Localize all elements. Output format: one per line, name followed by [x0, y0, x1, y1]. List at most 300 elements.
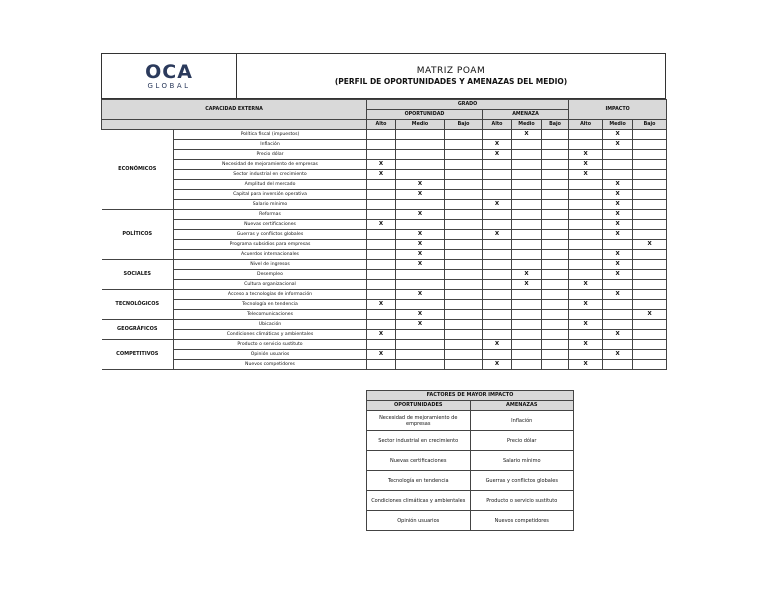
amenaza-alto-cell — [483, 160, 512, 170]
impacto-alto-cell: X — [569, 170, 603, 180]
impacto-alto-cell — [569, 130, 603, 140]
oportunidad-bajo-cell — [445, 220, 483, 230]
amenaza-bajo-cell — [542, 240, 569, 250]
factor-label: Sector industrial en crecimiento — [174, 170, 367, 180]
oportunidad-bajo-cell — [445, 330, 483, 340]
oportunidad-bajo-cell — [445, 130, 483, 140]
table-row — [102, 290, 667, 300]
table-row — [367, 411, 574, 431]
oportunidad-bajo-cell — [445, 350, 483, 360]
oportunidad-medio-cell: X — [396, 290, 445, 300]
impacto-medio-cell — [603, 280, 633, 290]
category-label: POLÍTICOS — [102, 210, 174, 260]
factor-label: Salario mínimo — [174, 200, 367, 210]
amenaza-alto-cell — [483, 280, 512, 290]
amenaza-alto-cell — [483, 300, 512, 310]
amenaza-cell: Precio dólar — [470, 431, 574, 451]
impacto-bajo-cell: X — [633, 310, 667, 320]
amenaza-bajo-cell — [542, 350, 569, 360]
amenaza-medio-cell: X — [512, 270, 542, 280]
oportunidad-bajo-cell — [445, 170, 483, 180]
impacto-medio-cell: X — [603, 230, 633, 240]
oportunidad-alto-cell: X — [367, 170, 396, 180]
impacto-alto-cell — [569, 180, 603, 190]
impacto-medio-cell: X — [603, 290, 633, 300]
oportunidad-bajo-cell — [445, 290, 483, 300]
document-header — [101, 53, 666, 99]
impacto-alto-cell: X — [569, 320, 603, 330]
amenaza-medio-cell — [512, 250, 542, 260]
impacto-alto-cell — [569, 350, 603, 360]
factor-label: Inflación — [174, 140, 367, 150]
amenaza-alto-cell: X — [483, 150, 512, 160]
oportunidad-medio-cell: X — [396, 250, 445, 260]
impacto-medio-cell: X — [603, 130, 633, 140]
factor-label: Programa subsidios para empresas — [174, 240, 367, 250]
category-label: ECONÓMICOS — [102, 130, 174, 210]
oportunidad-medio-cell: X — [396, 230, 445, 240]
factor-label: Condiciones climáticas y ambientales — [174, 330, 367, 340]
table-row — [102, 260, 667, 270]
amenaza-cell: Nuevos competidores — [470, 511, 574, 531]
oportunidad-medio-cell: X — [396, 240, 445, 250]
amenaza-medio-cell — [512, 350, 542, 360]
amenaza-medio-cell — [512, 300, 542, 310]
factor-label: Cultura organizacional — [174, 280, 367, 290]
logo-subtitle: GLOBAL — [147, 81, 191, 90]
impacto-bajo-cell — [633, 350, 667, 360]
impacto-medio-cell: X — [603, 190, 633, 200]
amenaza-cell: Salario mínimo — [470, 451, 574, 471]
table-row — [102, 190, 667, 200]
oportunidad-medio-cell — [396, 270, 445, 280]
oportunidad-cell: Nuevas certificaciones — [367, 451, 471, 471]
impacto-alto-cell — [569, 310, 603, 320]
amenaza-medio-cell — [512, 330, 542, 340]
amenaza-alto-cell — [483, 130, 512, 140]
amenaza-bajo-cell — [542, 210, 569, 220]
am-alto-header: Alto — [483, 120, 512, 130]
oportunidad-medio-cell: X — [396, 310, 445, 320]
im-bajo-header: Bajo — [633, 120, 667, 130]
oportunidad-medio-cell — [396, 150, 445, 160]
oportunidad-cell: Necesidad de mejoramiento de empresas — [367, 411, 471, 431]
amenaza-bajo-cell — [542, 220, 569, 230]
oportunidad-alto-cell: X — [367, 330, 396, 340]
oportunidad-alto-cell: X — [367, 160, 396, 170]
oportunidad-bajo-cell — [445, 230, 483, 240]
table-row — [102, 330, 667, 340]
impacto-medio-cell — [603, 240, 633, 250]
oportunidad-alto-cell — [367, 280, 396, 290]
amenaza-bajo-cell — [542, 300, 569, 310]
impacto-bajo-cell — [633, 340, 667, 350]
table-row — [102, 250, 667, 260]
impact-table-body — [367, 411, 574, 531]
table-row — [102, 200, 667, 210]
oportunidad-medio-cell — [396, 280, 445, 290]
title-box — [237, 54, 665, 98]
amenaza-bajo-cell — [542, 360, 569, 370]
amenaza-cell: Inflación — [470, 411, 574, 431]
op-bajo-header: Bajo — [445, 120, 483, 130]
amenaza-alto-cell — [483, 220, 512, 230]
amenazas-header: AMENAZAS — [470, 401, 574, 411]
amenaza-bajo-cell — [542, 290, 569, 300]
impacto-medio-cell: X — [603, 350, 633, 360]
oportunidad-alto-cell — [367, 320, 396, 330]
amenaza-bajo-cell — [542, 150, 569, 160]
factor-label: Amplitud del mercado — [174, 180, 367, 190]
oportunidad-bajo-cell — [445, 140, 483, 150]
impacto-bajo-cell — [633, 210, 667, 220]
factor-label: Acceso a tecnologías de información — [174, 290, 367, 300]
oportunidad-bajo-cell — [445, 250, 483, 260]
amenaza-bajo-cell — [542, 340, 569, 350]
impacto-medio-cell — [603, 340, 633, 350]
oportunidad-alto-cell — [367, 210, 396, 220]
oportunidad-alto-cell — [367, 310, 396, 320]
amenaza-alto-cell — [483, 250, 512, 260]
impacto-bajo-cell — [633, 250, 667, 260]
impacto-bajo-cell — [633, 290, 667, 300]
amenaza-bajo-cell — [542, 180, 569, 190]
oportunidad-medio-cell — [396, 340, 445, 350]
impacto-medio-cell — [603, 150, 633, 160]
impacto-alto-cell — [569, 230, 603, 240]
amenaza-alto-cell — [483, 240, 512, 250]
oportunidad-cell: Sector industrial en crecimiento — [367, 431, 471, 451]
am-bajo-header: Bajo — [542, 120, 569, 130]
impacto-alto-cell — [569, 220, 603, 230]
impacto-alto-cell — [569, 190, 603, 200]
amenaza-cell: Producto o servicio sustituto — [470, 491, 574, 511]
oportunidad-alto-cell: X — [367, 220, 396, 230]
impacto-medio-cell — [603, 310, 633, 320]
impacto-alto-cell — [569, 140, 603, 150]
impacto-bajo-cell — [633, 330, 667, 340]
table-row — [102, 270, 667, 280]
oportunidad-medio-cell — [396, 140, 445, 150]
table-row — [102, 180, 667, 190]
table-row — [102, 150, 667, 160]
impacto-bajo-cell — [633, 200, 667, 210]
table-row — [367, 451, 574, 471]
impacto-alto-cell — [569, 260, 603, 270]
table-row — [102, 130, 667, 140]
amenaza-medio-cell — [512, 140, 542, 150]
oportunidad-bajo-cell — [445, 360, 483, 370]
amenaza-alto-cell — [483, 180, 512, 190]
oportunidad-header: OPORTUNIDAD — [367, 110, 483, 120]
amenaza-bajo-cell — [542, 140, 569, 150]
impacto-bajo-cell — [633, 320, 667, 330]
category-label: SOCIALES — [102, 260, 174, 290]
impacto-bajo-cell — [633, 190, 667, 200]
oportunidad-bajo-cell — [445, 160, 483, 170]
oportunidad-medio-cell — [396, 350, 445, 360]
impacto-alto-cell: X — [569, 150, 603, 160]
impacto-header: IMPACTO — [569, 100, 667, 120]
oportunidad-medio-cell: X — [396, 320, 445, 330]
oportunidad-bajo-cell — [445, 240, 483, 250]
amenaza-bajo-cell — [542, 260, 569, 270]
amenaza-bajo-cell — [542, 330, 569, 340]
impacto-medio-cell — [603, 160, 633, 170]
impacto-medio-cell: X — [603, 330, 633, 340]
oportunidad-alto-cell — [367, 360, 396, 370]
oportunidad-alto-cell — [367, 200, 396, 210]
oportunidad-alto-cell — [367, 290, 396, 300]
impacto-bajo-cell — [633, 150, 667, 160]
oportunidad-alto-cell — [367, 150, 396, 160]
amenaza-medio-cell — [512, 360, 542, 370]
impacto-medio-cell — [603, 320, 633, 330]
oportunidad-alto-cell — [367, 270, 396, 280]
amenaza-medio-cell — [512, 210, 542, 220]
table-row — [102, 160, 667, 170]
table-row — [102, 140, 667, 150]
amenaza-alto-cell — [483, 190, 512, 200]
oportunidad-medio-cell: X — [396, 260, 445, 270]
impacto-medio-cell — [603, 300, 633, 310]
capacidad-header: CAPACIDAD EXTERNA — [102, 100, 367, 120]
impacto-medio-cell: X — [603, 250, 633, 260]
impacto-medio-cell: X — [603, 180, 633, 190]
impacto-bajo-cell — [633, 180, 667, 190]
table-row — [102, 340, 667, 350]
amenaza-bajo-cell — [542, 310, 569, 320]
factor-label: Nuevas certificaciones — [174, 220, 367, 230]
impacto-medio-cell: X — [603, 220, 633, 230]
factor-label: Tecnología en tendencia — [174, 300, 367, 310]
oportunidad-alto-cell — [367, 240, 396, 250]
impacto-bajo-cell — [633, 130, 667, 140]
amenaza-alto-cell — [483, 330, 512, 340]
oportunidad-bajo-cell — [445, 260, 483, 270]
impacto-medio-cell — [603, 170, 633, 180]
table-row — [367, 491, 574, 511]
factor-label: Capital para inversión operativa — [174, 190, 367, 200]
oportunidad-medio-cell — [396, 330, 445, 340]
category-label: GEOGRÁFICOS — [102, 320, 174, 340]
amenaza-bajo-cell — [542, 270, 569, 280]
amenaza-alto-cell — [483, 310, 512, 320]
factor-label: Acuerdos internacionales — [174, 250, 367, 260]
oportunidad-cell: Condiciones climáticas y ambientales — [367, 491, 471, 511]
amenaza-bajo-cell — [542, 230, 569, 240]
impacto-bajo-cell — [633, 220, 667, 230]
op-medio-header: Medio — [396, 120, 445, 130]
impacto-alto-cell — [569, 250, 603, 260]
factor-label: Ubicación — [174, 320, 367, 330]
oportunidad-cell: Tecnología en tendencia — [367, 471, 471, 491]
table-row — [367, 471, 574, 491]
oportunidad-medio-cell — [396, 300, 445, 310]
impacto-bajo-cell: X — [633, 240, 667, 250]
amenaza-cell: Guerras y conflictos globales — [470, 471, 574, 491]
table-row — [102, 170, 667, 180]
oportunidad-alto-cell — [367, 180, 396, 190]
impacto-alto-cell: X — [569, 360, 603, 370]
oportunidad-bajo-cell — [445, 280, 483, 290]
factor-label: Desempleo — [174, 270, 367, 280]
impacto-medio-cell: X — [603, 140, 633, 150]
factor-label: Guerras y conflictos globales — [174, 230, 367, 240]
impacto-medio-cell: X — [603, 270, 633, 280]
page-title: MATRIZ POAM — [416, 66, 486, 76]
amenaza-medio-cell — [512, 240, 542, 250]
table-row — [102, 240, 667, 250]
amenaza-medio-cell: X — [512, 280, 542, 290]
oportunidad-alto-cell — [367, 130, 396, 140]
amenaza-medio-cell — [512, 150, 542, 160]
amenaza-alto-cell: X — [483, 200, 512, 210]
op-alto-header: Alto — [367, 120, 396, 130]
oportunidad-bajo-cell — [445, 300, 483, 310]
impact-factors-table — [366, 390, 574, 531]
logo — [102, 54, 237, 98]
oportunidad-medio-cell — [396, 170, 445, 180]
oportunidad-bajo-cell — [445, 320, 483, 330]
impacto-alto-cell: X — [569, 340, 603, 350]
amenaza-bajo-cell — [542, 280, 569, 290]
oportunidad-alto-cell — [367, 340, 396, 350]
oportunidad-medio-cell — [396, 160, 445, 170]
factor-label: Opinión usuarios — [174, 350, 367, 360]
factor-label: Política fiscal (impuestos) — [174, 130, 367, 140]
factor-label: Precio dólar — [174, 150, 367, 160]
oportunidad-bajo-cell — [445, 180, 483, 190]
oportunidad-alto-cell — [367, 260, 396, 270]
impacto-alto-cell — [569, 210, 603, 220]
oportunidad-medio-cell: X — [396, 210, 445, 220]
matrix-body — [102, 130, 667, 370]
poam-matrix — [101, 99, 667, 370]
oportunidad-bajo-cell — [445, 340, 483, 350]
amenaza-alto-cell: X — [483, 340, 512, 350]
amenaza-alto-cell: X — [483, 140, 512, 150]
oportunidad-bajo-cell — [445, 200, 483, 210]
oportunidad-bajo-cell — [445, 190, 483, 200]
amenaza-medio-cell — [512, 320, 542, 330]
oportunidad-medio-cell — [396, 220, 445, 230]
impacto-bajo-cell — [633, 280, 667, 290]
table-row — [102, 210, 667, 220]
category-label: COMPETITIVOS — [102, 340, 174, 370]
capacidad-subheader — [102, 120, 367, 130]
factor-label: Necesidad de mejoramiento de empresas — [174, 160, 367, 170]
amenaza-medio-cell — [512, 260, 542, 270]
amenaza-bajo-cell — [542, 200, 569, 210]
table-row — [102, 300, 667, 310]
oportunidad-cell: Opinión usuarios — [367, 511, 471, 531]
table-row — [102, 280, 667, 290]
table-row — [102, 310, 667, 320]
amenaza-medio-cell — [512, 230, 542, 240]
table-row — [102, 230, 667, 240]
impacto-alto-cell — [569, 290, 603, 300]
im-alto-header: Alto — [569, 120, 603, 130]
amenaza-medio-cell — [512, 180, 542, 190]
impacto-alto-cell — [569, 200, 603, 210]
page-subtitle: (PERFIL DE OPORTUNIDADES Y AMENAZAS DEL MEDIO) — [334, 77, 568, 86]
amenaza-bajo-cell — [542, 130, 569, 140]
factor-label: Nuevos competidores — [174, 360, 367, 370]
impacto-bajo-cell — [633, 260, 667, 270]
amenaza-alto-cell: X — [483, 360, 512, 370]
am-medio-header: Medio — [512, 120, 542, 130]
impacto-alto-cell — [569, 240, 603, 250]
amenaza-bajo-cell — [542, 250, 569, 260]
impact-table-title: FACTORES DE MAYOR IMPACTO — [367, 391, 574, 401]
oportunidad-alto-cell — [367, 190, 396, 200]
amenaza-bajo-cell — [542, 170, 569, 180]
amenaza-alto-cell — [483, 170, 512, 180]
oportunidad-medio-cell — [396, 130, 445, 140]
impacto-bajo-cell — [633, 170, 667, 180]
impacto-medio-cell: X — [603, 210, 633, 220]
impacto-bajo-cell — [633, 160, 667, 170]
amenaza-alto-cell — [483, 270, 512, 280]
factor-label: Telecomunicaciones — [174, 310, 367, 320]
amenaza-medio-cell — [512, 170, 542, 180]
amenaza-alto-cell — [483, 260, 512, 270]
amenaza-medio-cell — [512, 340, 542, 350]
amenaza-medio-cell — [512, 220, 542, 230]
impacto-alto-cell — [569, 330, 603, 340]
impacto-alto-cell: X — [569, 160, 603, 170]
oportunidad-medio-cell: X — [396, 190, 445, 200]
table-row — [102, 350, 667, 360]
amenaza-bajo-cell — [542, 190, 569, 200]
oportunidad-alto-cell — [367, 140, 396, 150]
oportunidades-header: OPORTUNIDADES — [367, 401, 471, 411]
amenaza-alto-cell — [483, 350, 512, 360]
amenaza-alto-cell — [483, 320, 512, 330]
impacto-alto-cell — [569, 270, 603, 280]
factor-label: Nivel de ingresos — [174, 260, 367, 270]
amenaza-bajo-cell — [542, 160, 569, 170]
factor-label: Producto o servicio sustituto — [174, 340, 367, 350]
oportunidad-bajo-cell — [445, 210, 483, 220]
oportunidad-bajo-cell — [445, 150, 483, 160]
oportunidad-medio-cell: X — [396, 180, 445, 190]
impacto-medio-cell: X — [603, 260, 633, 270]
oportunidad-bajo-cell — [445, 270, 483, 280]
amenaza-medio-cell — [512, 200, 542, 210]
amenaza-alto-cell: X — [483, 230, 512, 240]
oportunidad-medio-cell — [396, 360, 445, 370]
table-row — [102, 320, 667, 330]
table-row — [367, 511, 574, 531]
impacto-bajo-cell — [633, 360, 667, 370]
factor-label: Reformas — [174, 210, 367, 220]
impacto-bajo-cell — [633, 300, 667, 310]
impacto-alto-cell: X — [569, 280, 603, 290]
oportunidad-alto-cell — [367, 250, 396, 260]
amenaza-medio-cell — [512, 160, 542, 170]
table-row — [102, 360, 667, 370]
amenaza-medio-cell — [512, 190, 542, 200]
impacto-medio-cell — [603, 360, 633, 370]
amenaza-medio-cell: X — [512, 130, 542, 140]
impacto-alto-cell: X — [569, 300, 603, 310]
amenaza-medio-cell — [512, 290, 542, 300]
amenaza-alto-cell — [483, 210, 512, 220]
table-row — [367, 431, 574, 451]
amenaza-header: AMENAZA — [483, 110, 569, 120]
